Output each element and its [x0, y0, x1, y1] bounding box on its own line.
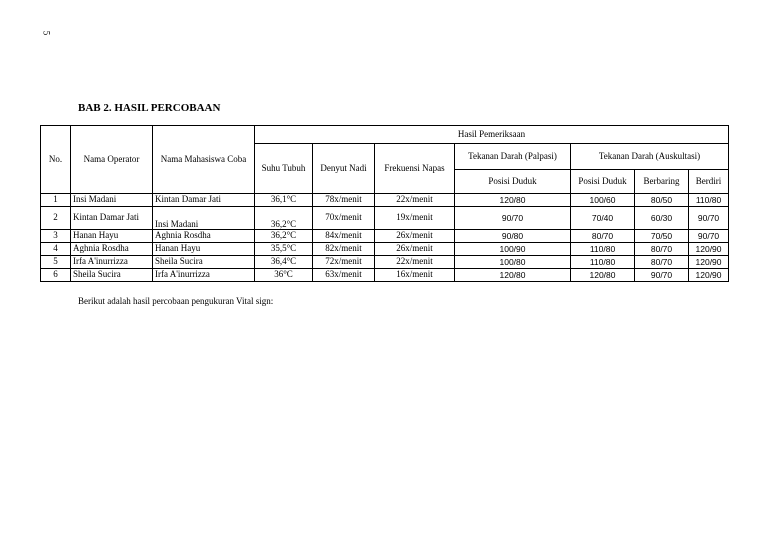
cell-berbaring: 90/70 — [635, 269, 689, 282]
cell-mahasiswa: Insi Madani — [153, 207, 255, 230]
cell-operator: Insi Madani — [71, 194, 153, 207]
cell-napas: 26x/menit — [375, 243, 455, 256]
cell-napas: 26x/menit — [375, 230, 455, 243]
cell-berdiri: 90/70 — [689, 207, 729, 230]
header-berbaring: Berbaring — [635, 170, 689, 194]
cell-berbaring: 60/30 — [635, 207, 689, 230]
header-no: No. — [41, 126, 71, 194]
cell-no: 3 — [41, 230, 71, 243]
cell-palpasi: 100/90 — [455, 243, 571, 256]
cell-mahasiswa: Aghnia Rosdha — [153, 230, 255, 243]
cell-duduk: 80/70 — [571, 230, 635, 243]
cell-operator: Sheila Sucira — [71, 269, 153, 282]
page-number: 5 — [41, 30, 52, 36]
cell-berbaring: 80/50 — [635, 194, 689, 207]
results-table — [40, 125, 729, 282]
table-row — [41, 194, 729, 207]
cell-palpasi: 120/80 — [455, 194, 571, 207]
cell-nadi: 63x/menit — [313, 269, 375, 282]
cell-nadi: 82x/menit — [313, 243, 375, 256]
cell-duduk: 120/80 — [571, 269, 635, 282]
cell-nadi: 72x/menit — [313, 256, 375, 269]
header-posisi-duduk-palpasi: Posisi Duduk — [455, 170, 571, 194]
header-palpasi: Tekanan Darah (Palpasi) — [455, 144, 571, 170]
cell-duduk: 70/40 — [571, 207, 635, 230]
cell-suhu: 36,2°C — [255, 230, 313, 243]
cell-duduk: 100/60 — [571, 194, 635, 207]
cell-nadi: 78x/menit — [313, 194, 375, 207]
cell-suhu: 36,1°C — [255, 194, 313, 207]
cell-suhu: 36°C — [255, 269, 313, 282]
cell-napas: 16x/menit — [375, 269, 455, 282]
cell-berbaring: 80/70 — [635, 256, 689, 269]
header-suhu: Suhu Tubuh — [255, 144, 313, 194]
cell-suhu: 36,4°C — [255, 256, 313, 269]
cell-operator: Aghnia Rosdha — [71, 243, 153, 256]
table-row — [41, 256, 729, 269]
table-row — [41, 207, 729, 230]
cell-berdiri: 120/90 — [689, 256, 729, 269]
cell-berdiri: 120/90 — [689, 269, 729, 282]
cell-berbaring: 80/70 — [635, 243, 689, 256]
cell-palpasi: 90/80 — [455, 230, 571, 243]
cell-suhu: 35,5°C — [255, 243, 313, 256]
cell-palpasi: 90/70 — [455, 207, 571, 230]
header-auskultasi: Tekanan Darah (Auskultasi) — [571, 144, 729, 170]
header-berdiri: Berdiri — [689, 170, 729, 194]
table-row — [41, 243, 729, 256]
cell-mahasiswa: Hanan Hayu — [153, 243, 255, 256]
cell-operator: Irfa A'inurrizza — [71, 256, 153, 269]
cell-mahasiswa: Irfa A'inurrizza — [153, 269, 255, 282]
table-row — [41, 230, 729, 243]
cell-palpasi: 120/80 — [455, 269, 571, 282]
cell-nadi: 70x/menit — [313, 207, 375, 230]
header-mahasiswa: Nama Mahasiswa Coba — [153, 126, 255, 194]
cell-nadi: 84x/menit — [313, 230, 375, 243]
cell-duduk: 110/80 — [571, 256, 635, 269]
header-posisi-duduk: Posisi Duduk — [571, 170, 635, 194]
caption-note: Berikut adalah hasil percobaan pengukuran Vital sign: — [78, 296, 274, 306]
cell-no: 6 — [41, 269, 71, 282]
cell-no: 5 — [41, 256, 71, 269]
cell-no: 1 — [41, 194, 71, 207]
table-row — [41, 269, 729, 282]
cell-berdiri: 110/80 — [689, 194, 729, 207]
header-denyut: Denyut Nadi — [313, 144, 375, 194]
cell-napas: 22x/menit — [375, 256, 455, 269]
cell-operator: Hanan Hayu — [71, 230, 153, 243]
header-hasil: Hasil Pemeriksaan — [255, 126, 729, 144]
cell-duduk: 110/80 — [571, 243, 635, 256]
header-operator: Nama Operator — [71, 126, 153, 194]
cell-operator: Kintan Damar Jati — [71, 207, 153, 230]
cell-mahasiswa: Sheila Sucira — [153, 256, 255, 269]
cell-no: 4 — [41, 243, 71, 256]
cell-berdiri: 90/70 — [689, 230, 729, 243]
cell-suhu: 36,2°C — [255, 207, 313, 230]
cell-napas: 22x/menit — [375, 194, 455, 207]
cell-berdiri: 120/90 — [689, 243, 729, 256]
cell-napas: 19x/menit — [375, 207, 455, 230]
cell-no: 2 — [41, 207, 71, 230]
cell-mahasiswa: Kintan Damar Jati — [153, 194, 255, 207]
cell-berbaring: 70/50 — [635, 230, 689, 243]
cell-palpasi: 100/80 — [455, 256, 571, 269]
header-frekuensi: Frekuensi Napas — [375, 144, 455, 194]
section-heading: BAB 2. HASIL PERCOBAAN — [78, 102, 221, 114]
